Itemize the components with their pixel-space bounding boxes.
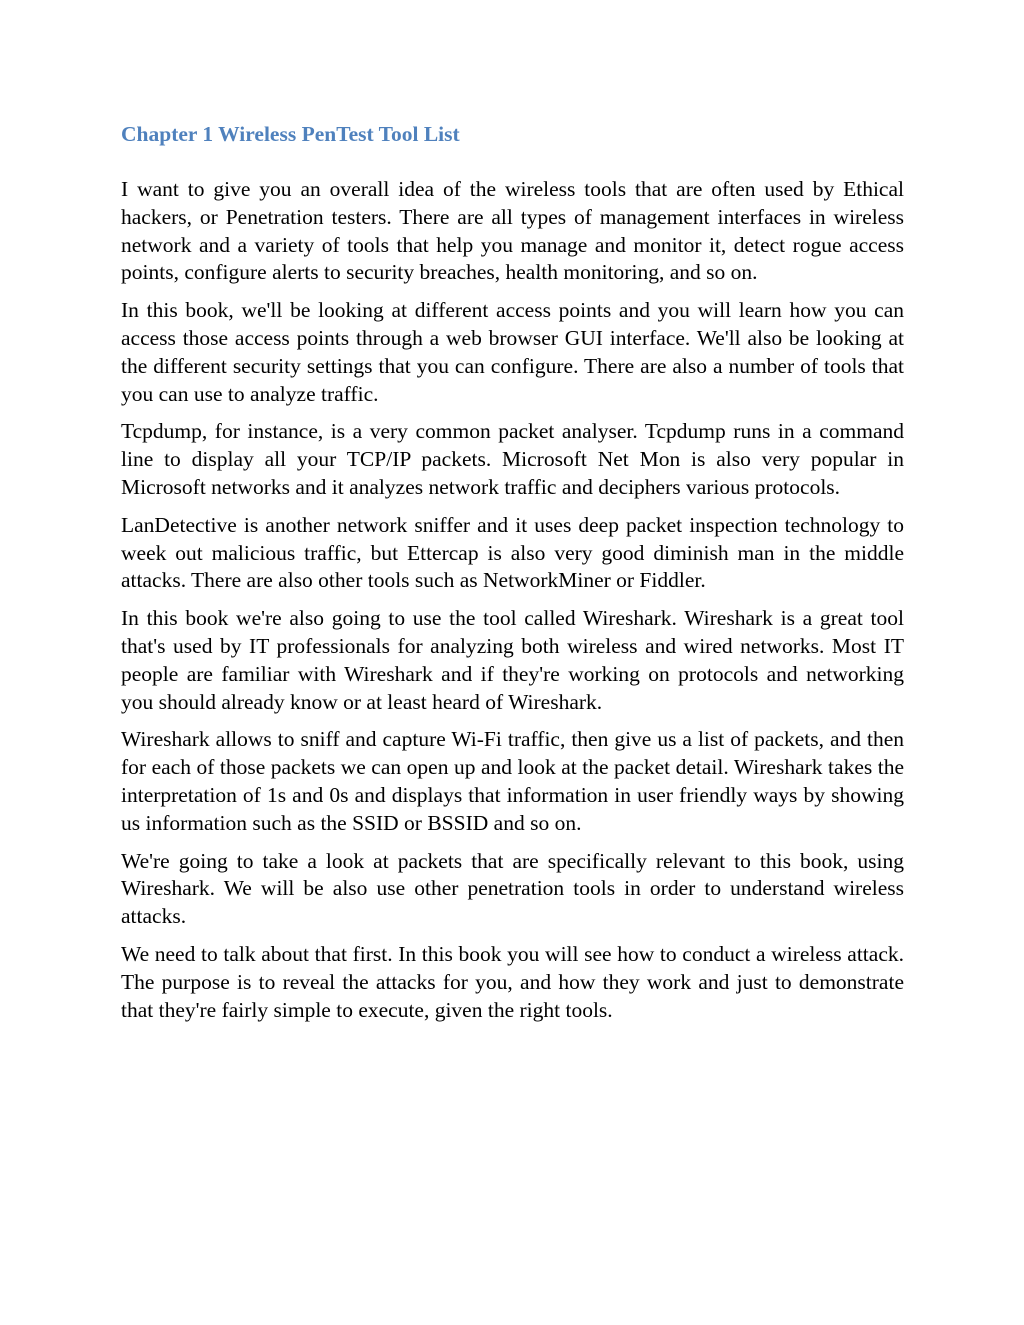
document-page	[121, 116, 904, 1034]
chapter-title: Chapter 1 Wireless PenTest Tool List	[121, 122, 460, 146]
paragraph-access-points: In this book, we'll be looking at different access points and you will learn how you can access those access points through a web browser GUI interface. We'll also be looking at the different security settings that you can configure. There are also a number of tools that you can use to analyze traffic.	[121, 298, 904, 406]
paragraph-landetective: LanDetective is another network sniffer and it uses deep packet inspection technology to week out malicious traffic, but Ettercap is also very good diminish man in the middle attacks. There are also other tools such as NetworkMiner or Fiddler.	[121, 512, 904, 593]
paragraph-tcpdump: Tcpdump, for instance, is a very common packet analyser. Tcpdump runs in a command line to display all your TCP/IP packets. Microsoft Net Mon is also very popular in Microsoft networks and it analyzes network traffic and deciphers various protocols.	[121, 419, 904, 499]
paragraph-wireshark-capture: Wireshark allows to sniff and capture Wi-Fi traffic, then give us a list of packets, and then for each of those packets we can open up and look at the packet detail. Wireshark takes the interpretation of 1s and 0s and displays that information in user friendly ways by showing us information such as the SSID or BSSID and so on.	[121, 727, 904, 835]
paragraph-relevant-packets: We're going to take a look at packets that are specifically relevant to this book, using Wireshark. We will be also use other penetration tools in order to understand wireless attacks.	[121, 848, 904, 929]
paragraph-intro: I want to give you an overall idea of the wireless tools that are often used by Ethical hackers, or Penetration testers. There are all types of management interfaces in wireless network and a variety of tools that help you manage and monitor it, detect rogue access points, configure alerts to security breaches, health monitoring, and so on.	[121, 177, 904, 285]
paragraph-wireshark-intro: In this book we're also going to use the tool called Wireshark. Wireshark is a great tool that's used by IT professionals for analyzing both wireless and wired networks. Most IT people are familiar with Wireshark and if they're working on protocols and networking you should already know or at least heard of Wireshark.	[121, 606, 904, 714]
paragraph-wireless-attack: We need to talk about that first. In this book you will see how to conduct a wireless attack. The purpose is to reveal the attacks for you, and how they work and just to demonstrate that they're fairly simple to execute, given the right tools.	[121, 941, 904, 1022]
